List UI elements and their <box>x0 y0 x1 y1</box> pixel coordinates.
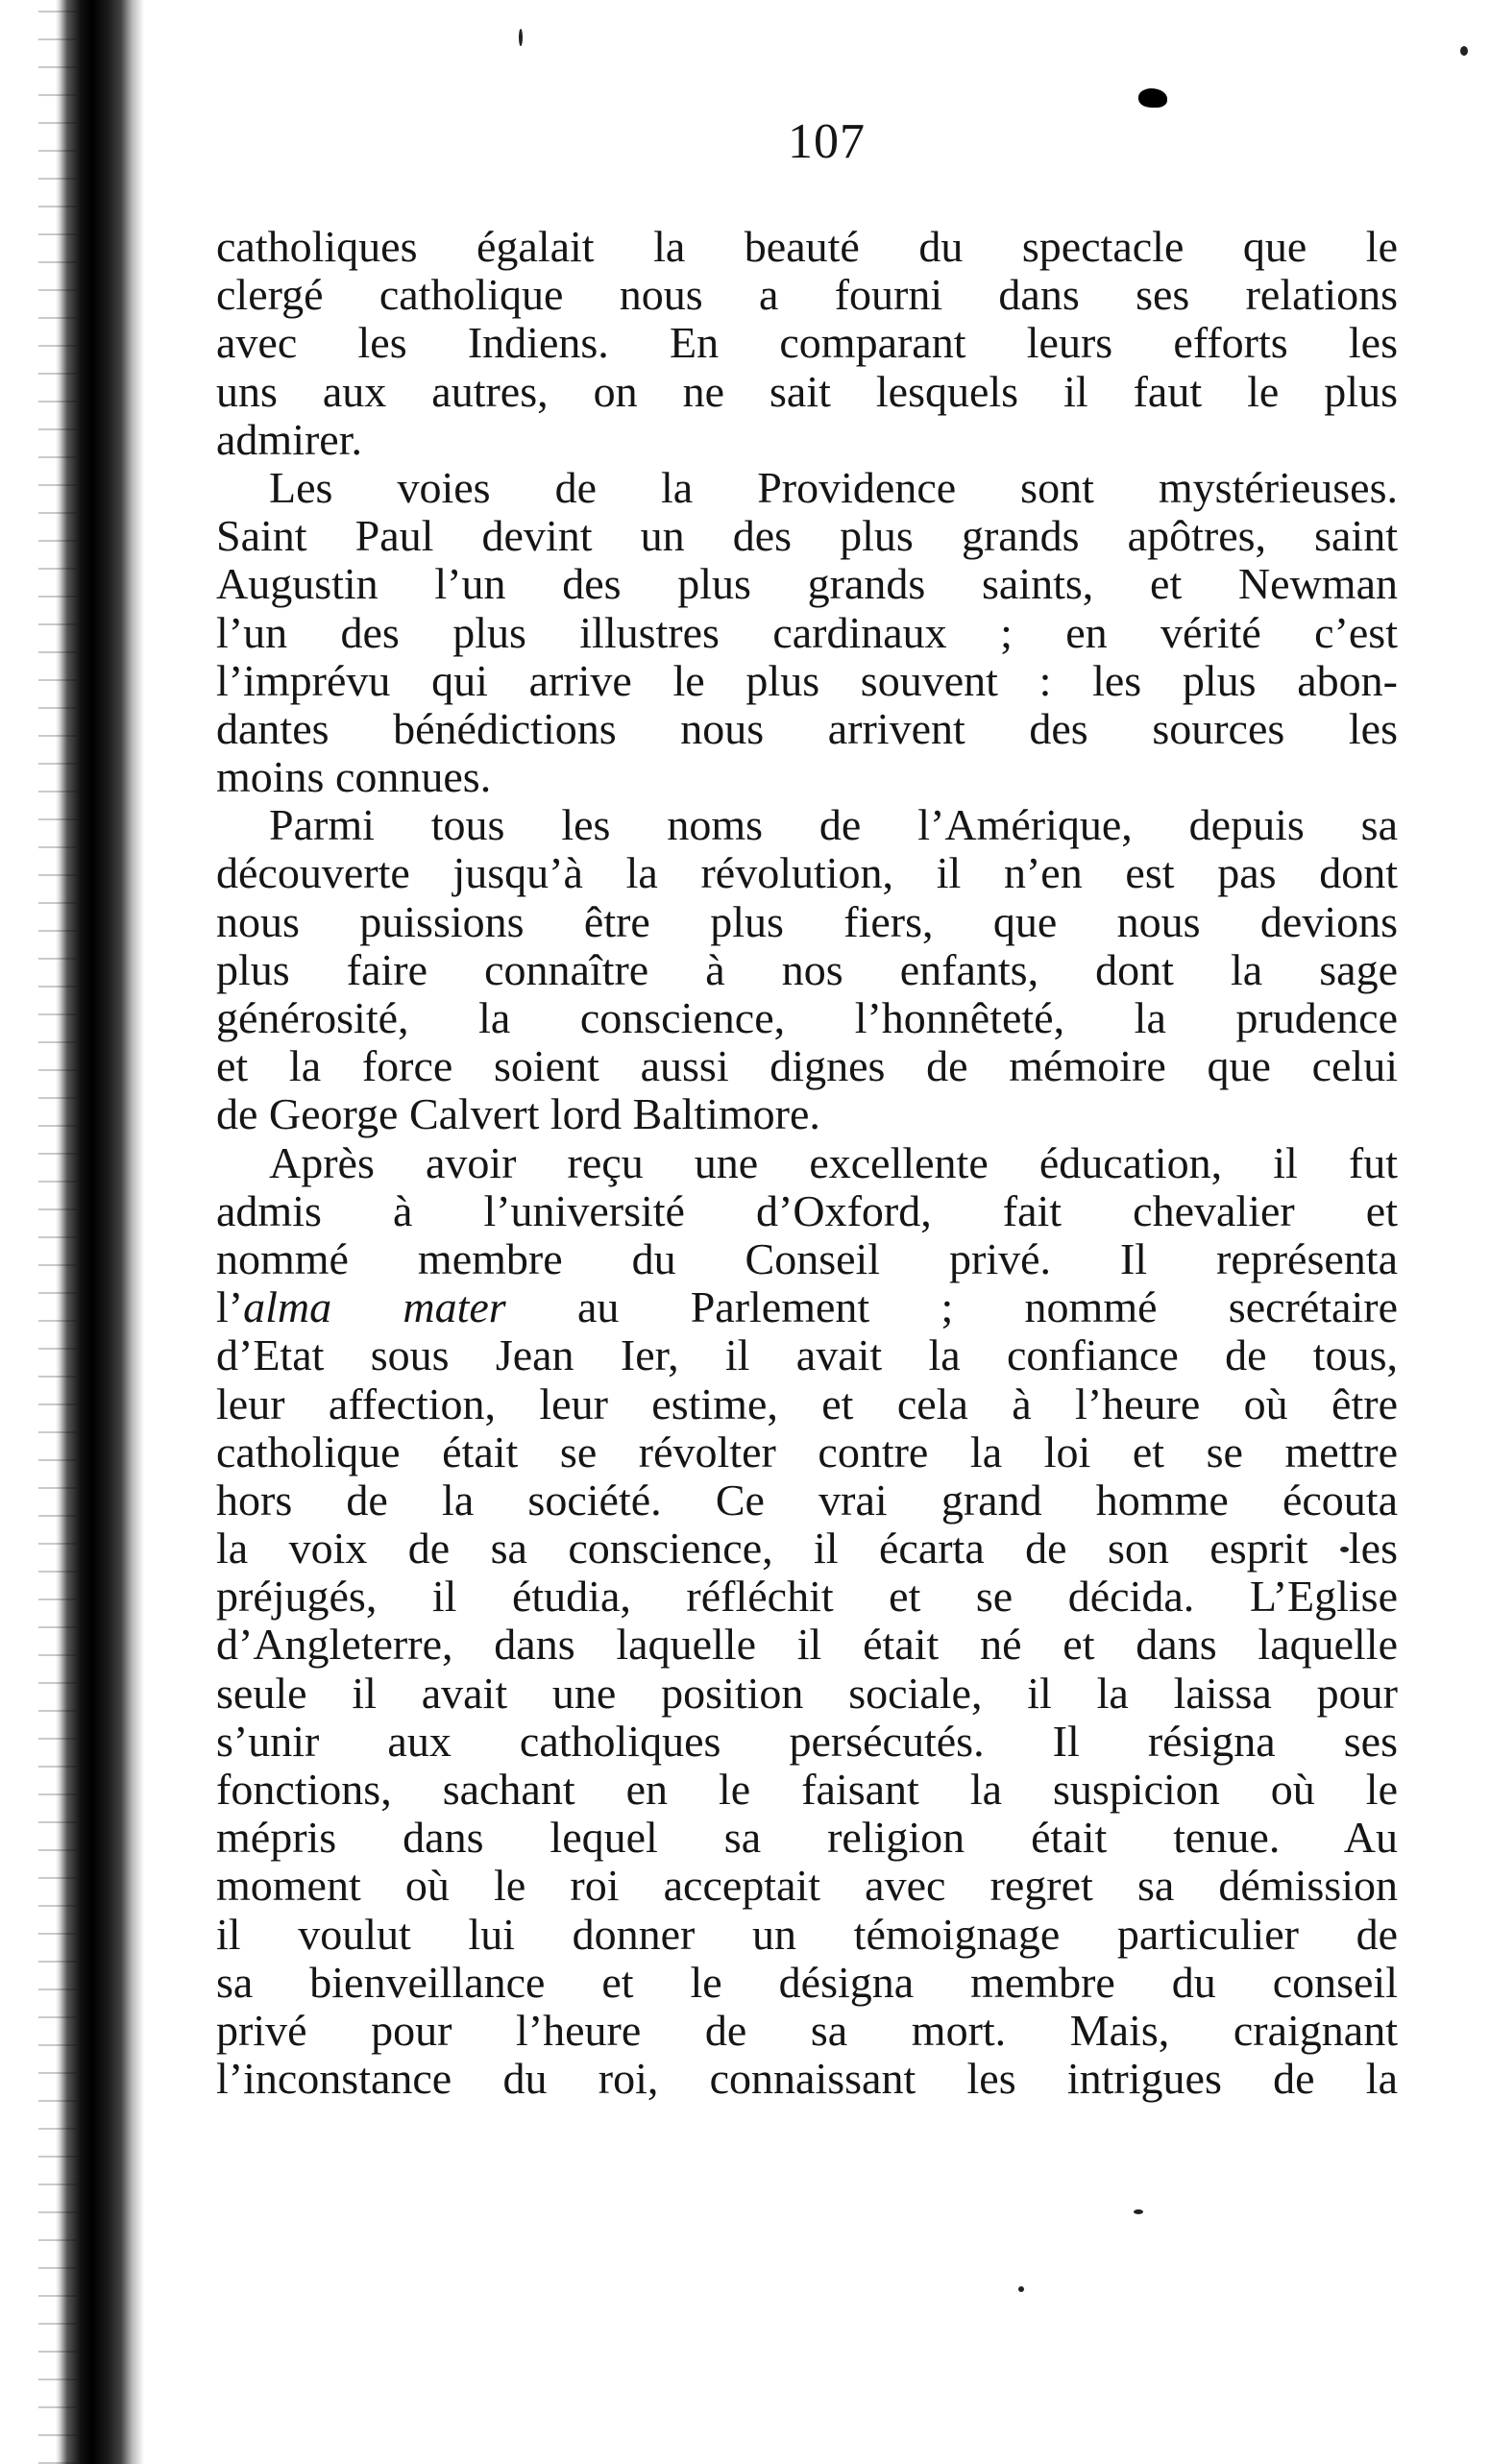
text-line: s’unir aux catholiques persécutés. Il résigna ses <box>216 1717 1398 1766</box>
ink-speck <box>1460 46 1468 56</box>
text-line: clergé catholique nous a fourni dans ses relations <box>216 271 1398 320</box>
text-line: leur affection, leur estime, et cela à l’heure où être <box>216 1379 1398 1428</box>
text-line: Parmi tous les noms de l’Amérique, depuis sa <box>269 801 1398 850</box>
text-line: admirer. <box>216 415 362 464</box>
text-line: moins connues. <box>216 753 492 802</box>
text-line: privé pour l’heure de sa mort. Mais, craignant <box>216 2006 1398 2055</box>
text-line: nommé membre du Conseil privé. Il représenta <box>216 1234 1398 1283</box>
text-run: l’ <box>216 1283 244 1332</box>
text-line <box>216 1283 1398 1331</box>
ink-speck <box>1018 2286 1024 2292</box>
ink-speck <box>1134 2209 1143 2214</box>
text-line: avec les Indiens. En comparant leurs efforts les <box>216 319 1398 368</box>
text-line: Après avoir reçu une excellente éducation, il fut <box>269 1138 1398 1187</box>
text-line: hors de la société. Ce vrai grand homme écouta <box>216 1476 1398 1525</box>
text-line: l’imprévu qui arrive le plus souvent : les plus abon- <box>216 656 1398 705</box>
text-line: d’Etat sous Jean Ier, il avait la confiance de tous, <box>216 1331 1398 1380</box>
text-line: Les voies de la Providence sont mystérieuses. <box>269 463 1398 512</box>
text-line: catholiques égalait la beauté du spectacle que le <box>216 223 1398 271</box>
text-line: admis à l’université d’Oxford, fait chevalier et <box>216 1186 1398 1235</box>
text-line: l’inconstance du roi, connaissant les intrigues de la <box>216 2055 1398 2104</box>
text-line: moment où le roi acceptait avec regret sa démission <box>216 1862 1398 1911</box>
text-line: Saint Paul devint un des plus grands apôtres, saint <box>216 512 1398 561</box>
ink-speck <box>519 29 523 46</box>
page-number: 107 <box>788 114 866 169</box>
text-line: catholique était se révolter contre la loi et se mettre <box>216 1427 1398 1476</box>
text-line: préjugés, il étudia, réfléchit et se décida. L’Eglise <box>216 1573 1398 1622</box>
text-line: Augustin l’un des plus grands saints, et Newman <box>216 560 1398 609</box>
text-line: et la force soient aussi dignes de mémoire que celui <box>216 1042 1398 1091</box>
text-line: découverte jusqu’à la révolution, il n’en est pas dont <box>216 849 1398 898</box>
text-line: dantes bénédictions nous arrivent des sources les <box>216 704 1398 753</box>
italic-phrase: alma mater <box>243 1283 506 1332</box>
text-line: la voix de sa conscience, il écarta de son esprit les <box>216 1525 1398 1574</box>
binding-speckle <box>38 0 77 2464</box>
text-line: mépris dans lequel sa religion était tenue. Au <box>216 1814 1398 1863</box>
text-line: sa bienveillance et le désigna membre du conseil <box>216 1958 1398 2007</box>
text-line: nous puissions être plus fiers, que nous devions <box>216 897 1398 946</box>
text-run: au Parlement ; nommé secrétaire <box>505 1283 1398 1332</box>
ink-blot <box>1138 88 1167 108</box>
text-line: d’Angleterre, dans laquelle il était né et dans laquelle <box>216 1621 1398 1670</box>
text-line: seule il avait une position sociale, il la laissa pour <box>216 1669 1398 1718</box>
text-line: plus faire connaître à nos enfants, dont la sage <box>216 945 1398 994</box>
text-line: il voulut lui donner un témoignage particulier de <box>216 1910 1398 1959</box>
text-line: de George Calvert lord Baltimore. <box>216 1090 820 1139</box>
text-line: générosité, la conscience, l’honnêteté, la prudence <box>216 994 1398 1042</box>
text-line: l’un des plus illustres cardinaux ; en vérité c’est <box>216 608 1398 657</box>
body-text <box>216 223 1398 2103</box>
text-line: uns aux autres, on ne sait lesquels il faut le plus <box>216 367 1398 416</box>
text-line: fonctions, sachant en le faisant la suspicion où le <box>216 1766 1398 1814</box>
